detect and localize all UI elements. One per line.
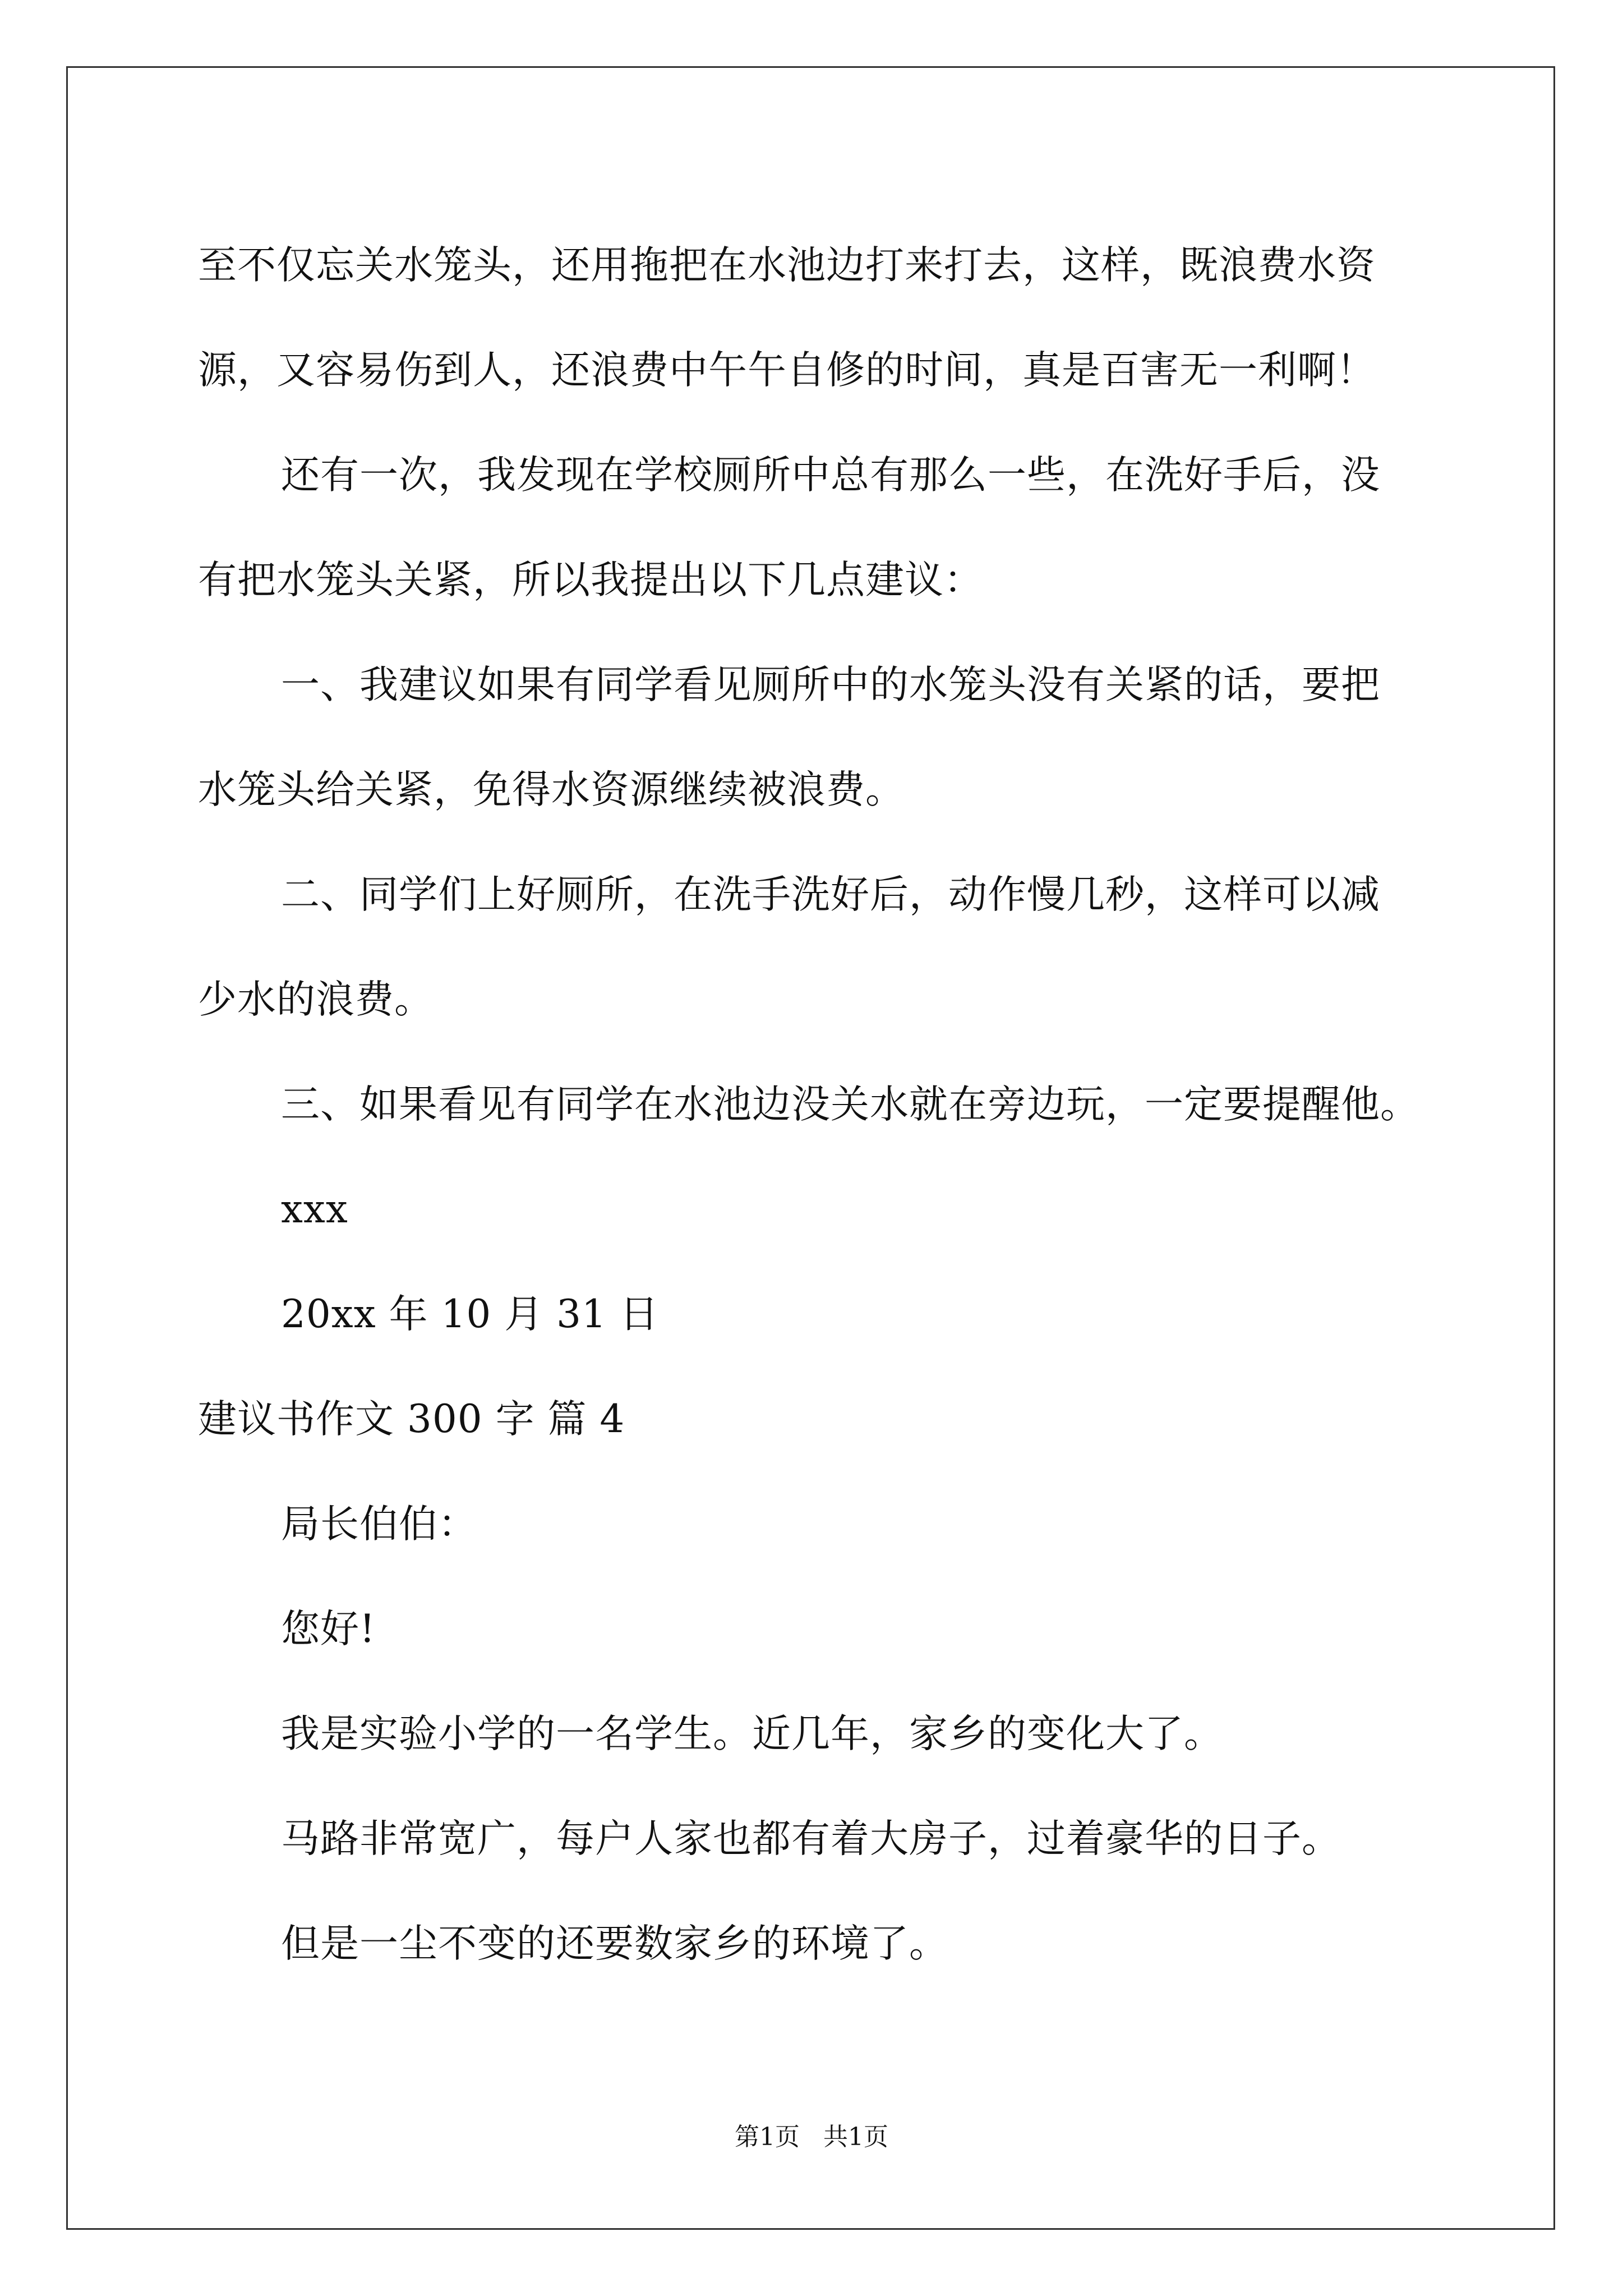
greeting: 您好! [281,1607,376,1651]
text-line: 少水的浪费。 [198,977,434,1022]
salutation: 局长伯伯： [281,1502,477,1547]
date-line: 20xx 年 10 月 31 日 [281,1292,659,1337]
text-line: 三、如果看见有同学在水池边没关水就在旁边玩，一定要提醒他。 [281,1082,1419,1127]
text-line: 至不仅忘关水笼头，还用拖把在水池边打来打去，这样，既浪费水资 [198,243,1376,288]
text-line: 我是实验小学的一名学生。近几年，家乡的变化大了。 [281,1711,1223,1756]
text-line: 源，又容易伤到人，还浪费中午午自修的时间，真是百害无一利啊！ [198,348,1376,393]
text-line: 还有一次，我发现在学校厕所中总有那么一些，在洗好手后，没 [281,453,1380,498]
text-line: 马路非常宽广，每户人家也都有着大房子，过着豪华的日子。 [281,1816,1341,1861]
text-line: 水笼头给关紧，免得水资源继续被浪费。 [198,767,905,812]
section-heading: 建议书作文 300 字 篇 4 [198,1397,625,1442]
signature: xxx [281,1187,348,1232]
text-line: 二、同学们上好厕所，在洗手洗好后，动作慢几秒，这样可以减 [281,872,1380,917]
page-number-footer: 第1页 共1页 [735,2123,888,2151]
text-line: 有把水笼头关紧，所以我提出以下几点建议： [198,558,983,602]
text-line: 但是一尘不变的还要数家乡的环境了。 [281,1921,948,1966]
document-body [198,213,1432,1996]
text-line: 一、我建议如果有同学看见厕所中的水笼头没有关紧的话，要把 [281,662,1380,707]
